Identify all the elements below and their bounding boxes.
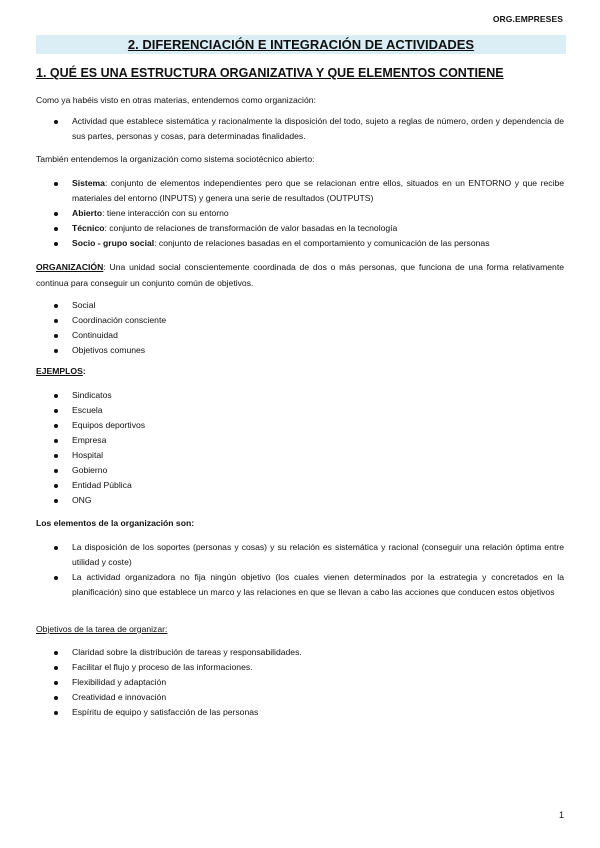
socio-item: [72, 206, 229, 221]
ejemplo-item: Sindicatos: [72, 390, 112, 400]
page-number: 1: [558, 810, 564, 820]
ejemplos-label: [36, 364, 86, 379]
ejemplos-colon: :: [82, 366, 86, 376]
ejemplos-term: EJEMPLOS: [36, 366, 83, 376]
ejemplo-item: Empresa: [72, 435, 107, 445]
socio-term: Abierto: [72, 208, 103, 218]
bullet-icon: [54, 439, 58, 443]
bullet-icon: [54, 546, 58, 550]
org-item: Social: [72, 300, 96, 310]
socio-text: : conjunto de relaciones de transformación de valor basadas en la tecnología: [104, 223, 398, 233]
bullet-icon: [54, 319, 58, 323]
bullet-icon: [54, 304, 58, 308]
ejemplo-item: Entidad Pública: [72, 480, 132, 490]
elementos-label: Los elementos de la organización son:: [36, 518, 195, 528]
org-item: Coordinación consciente: [72, 315, 167, 325]
bullet-icon: [54, 696, 58, 700]
bullet-icon: [54, 651, 58, 655]
bullet-icon: [54, 666, 58, 670]
page-title-text: 2. DIFERENCIACIÓN E INTEGRACIÓN DE ACTIVIDADES: [127, 37, 475, 52]
socio-intro: También entendemos la organización como sistema sociotécnico abierto:: [36, 154, 315, 164]
bullet-icon: [54, 182, 58, 186]
bullet-icon: [54, 394, 58, 398]
socio-term: Técnico: [72, 223, 105, 233]
elemento-item: La disposición de los soportes (personas y cosas) y su relación es sistemática y racional (conseguir una relación óptima entre utilidad y coste): [72, 542, 564, 567]
page-title: [36, 35, 566, 54]
bullet-icon: [54, 120, 58, 124]
socio-text: : conjunto de elementos independientes pero que se relacionan entre ellos, situados en un ENTORNO y que recibe materiales del entorno (INPUTS) y genera una serie de resultados (OUTPUTS): [72, 178, 564, 203]
socio-item: [72, 236, 490, 251]
ejemplo-item: ONG: [72, 495, 92, 505]
header-org: ORG.EMPRESES: [492, 14, 563, 24]
socio-text: : conjunto de relaciones basadas en el comportamiento y comunicación de las personas: [154, 238, 490, 248]
org-item: Continuidad: [72, 330, 118, 340]
org-item: Objetivos comunes: [72, 345, 146, 355]
elemento-item: La actividad organizadora no fija ningún objetivo (los cuales vienen determinados por la estrategia y concretados en la planificación) sino que establece un marco y las relaciones en que se llevan a cabo las acciones que conducen estos objetivos: [72, 572, 564, 597]
bullet-icon: [54, 711, 58, 715]
ejemplo-item: Gobierno: [72, 465, 108, 475]
bullet-icon: [54, 334, 58, 338]
objetivo-item: Espíritu de equipo y satisfacción de las personas: [72, 707, 259, 717]
bullet-icon: [54, 484, 58, 488]
bullet-icon: [54, 469, 58, 473]
bullet-icon: [54, 242, 58, 246]
organizacion-text: : Una unidad social conscientemente coordinada de dos o más personas, que funciona de una forma relativamente continua para conseguir un conjunto común de objetivos.: [36, 262, 564, 288]
bullet-icon: [54, 454, 58, 458]
bullet-icon: [54, 576, 58, 580]
socio-item: [72, 221, 397, 236]
objetivo-item: Facilitar el flujo y proceso de las informaciones.: [72, 662, 253, 672]
socio-item: [72, 176, 564, 206]
bullet-icon: [54, 349, 58, 353]
bullet-icon: [54, 212, 58, 216]
socio-term: Socio - grupo social: [72, 238, 155, 248]
objetivo-item: Flexibilidad y adaptación: [72, 677, 167, 687]
definition-bullet: Actividad que establece sistemática y racionalmente la disposición del todo, sujeto a reglas de número, orden y dependencia de sus partes, personas y cosas, para determinadas finalidades.: [72, 116, 564, 141]
bullet-icon: [54, 424, 58, 428]
socio-text: : tiene interacción con su entorno: [102, 208, 229, 218]
bullet-icon: [54, 499, 58, 503]
intro-text: Como ya habéis visto en otras materias, entendemos como organización:: [36, 95, 316, 105]
objetivos-label: Objetivos de la tarea de organizar:: [36, 624, 168, 634]
socio-term: Sistema: [72, 178, 105, 188]
bullet-icon: [54, 409, 58, 413]
ejemplo-item: Hospital: [72, 450, 104, 460]
ejemplo-item: Escuela: [72, 405, 103, 415]
organizacion-definition: [36, 259, 564, 291]
bullet-icon: [54, 227, 58, 231]
objetivo-item: Creatividad e innovación: [72, 692, 167, 702]
objetivo-item: Claridad sobre la distribución de tareas y responsabilidades.: [72, 647, 302, 657]
section-heading: 1. QUÉ ES UNA ESTRUCTURA ORGANIZATIVA Y QUE ELEMENTOS CONTIENE: [36, 66, 504, 80]
organizacion-term: ORGANIZACIÓN: [36, 262, 104, 272]
bullet-icon: [54, 681, 58, 685]
ejemplo-item: Equipos deportivos: [72, 420, 146, 430]
